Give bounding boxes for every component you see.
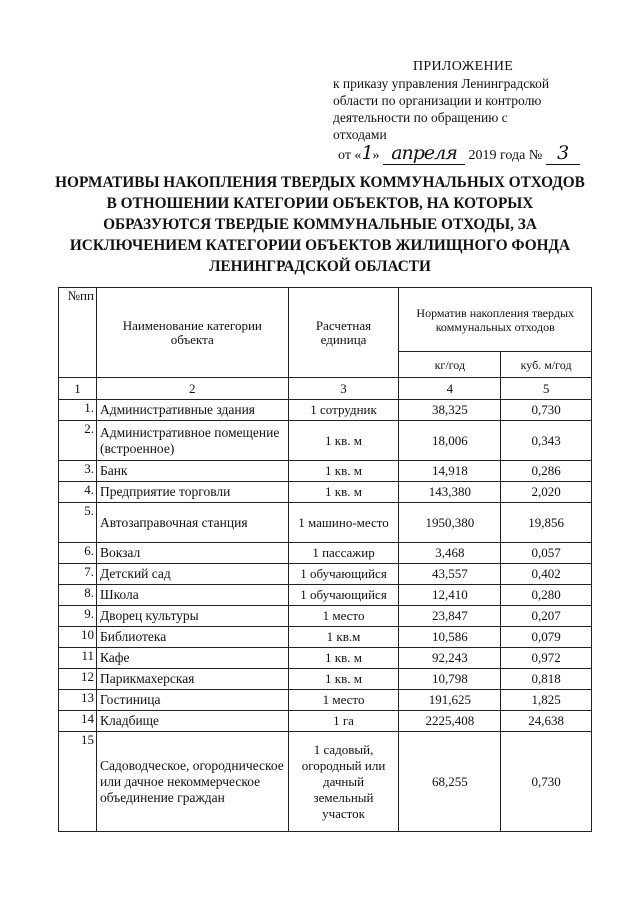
row-norm-kg: 191,625 [399, 690, 501, 711]
row-norm-kg: 10,586 [399, 627, 501, 648]
row-norm-m3: 0,079 [501, 627, 592, 648]
order-year: 2019 года № [468, 148, 543, 163]
title-line: ОБРАЗУЮТСЯ ТВЕРДЫЕ КОММУНАЛЬНЫЕ ОТХОДЫ, ЗА [103, 216, 537, 233]
row-category-name: Школа [96, 585, 288, 606]
row-number: 15 [59, 732, 97, 832]
table-row [59, 400, 592, 421]
table-row [59, 482, 592, 503]
table-row [59, 564, 592, 585]
row-category-name: Детский сад [96, 564, 288, 585]
header-norm: Норматив накопления твердых коммунальных отходов [399, 288, 592, 352]
norms-table [58, 287, 592, 832]
row-norm-kg: 68,255 [399, 732, 501, 832]
row-category-name: Кладбище [96, 711, 288, 732]
row-number: 5. [59, 503, 97, 543]
row-number: 2. [59, 421, 97, 461]
row-category-name: Садоводческое, огородническое или дачное некоммерческое объединение граждан [96, 732, 288, 832]
column-index: 1 [59, 378, 97, 400]
table-row [59, 648, 592, 669]
table-row [59, 585, 592, 606]
header-kg: кг/год [399, 352, 501, 378]
title-line: ЛЕНИНГРАДСКОЙ ОБЛАСТИ [209, 258, 431, 275]
document-title [8, 172, 632, 277]
row-norm-m3: 2,020 [501, 482, 592, 503]
table-row [59, 503, 592, 543]
row-norm-kg: 12,410 [399, 585, 501, 606]
column-index: 4 [399, 378, 501, 400]
row-category-name: Парикмахерская [96, 669, 288, 690]
row-category-name: Автозаправочная станция [96, 503, 288, 543]
row-category-name: Гостиница [96, 690, 288, 711]
header-name: Наименование категории объекта [96, 288, 288, 378]
row-norm-m3: 0,972 [501, 648, 592, 669]
annex-line: к приказу управления Ленинградской [333, 76, 550, 91]
table-row [59, 669, 592, 690]
row-category-name: Административное помещение (встроенное) [96, 421, 288, 461]
order-prefix: от « [338, 148, 362, 163]
title-line: В ОТНОШЕНИИ КАТЕГОРИИ ОБЪЕКТОВ, НА КОТОРЫХ [106, 195, 534, 212]
row-category-name: Кафе [96, 648, 288, 669]
row-unit: 1 кв. м [288, 461, 399, 482]
order-mid: » [372, 148, 380, 163]
order-number-handwritten: 3 [546, 142, 580, 165]
row-unit: 1 кв.м [288, 627, 399, 648]
annex-heading: ПРИЛОЖЕНИЕ [413, 59, 514, 74]
row-unit: 1 пассажир [288, 543, 399, 564]
row-norm-m3: 0,730 [501, 400, 592, 421]
row-norm-kg: 10,798 [399, 669, 501, 690]
table-row [59, 606, 592, 627]
row-norm-m3: 0,730 [501, 732, 592, 832]
row-number: 3. [59, 461, 97, 482]
row-number: 7. [59, 564, 97, 585]
row-unit: 1 кв. м [288, 669, 399, 690]
row-category-name: Предприятие торговли [96, 482, 288, 503]
row-category-name: Библиотека [96, 627, 288, 648]
row-unit: 1 обучающийся [288, 585, 399, 606]
row-unit: 1 садовый, огородный или дачный земельный участок [288, 732, 399, 832]
row-norm-m3: 0,207 [501, 606, 592, 627]
row-category-name: Вокзал [96, 543, 288, 564]
row-norm-m3: 0,402 [501, 564, 592, 585]
header-unit: Расчетная единица [288, 288, 399, 378]
order-month-handwritten: апреля [383, 142, 465, 165]
header-m3: куб. м/год [501, 352, 592, 378]
row-unit: 1 машино-место [288, 503, 399, 543]
row-norm-m3: 0,280 [501, 585, 592, 606]
title-line: НОРМАТИВЫ НАКОПЛЕНИЯ ТВЕРДЫХ КОММУНАЛЬНЫХ ОТХОДОВ [55, 174, 585, 191]
row-number: 6. [59, 543, 97, 564]
row-norm-kg: 18,006 [399, 421, 501, 461]
order-day-handwritten: 1 [361, 142, 373, 164]
annex-line: отходами [333, 127, 387, 142]
row-number: 12 [59, 669, 97, 690]
order-date-line [338, 142, 580, 165]
column-index: 3 [288, 378, 399, 400]
row-norm-m3: 19,856 [501, 503, 592, 543]
row-norm-m3: 1,825 [501, 690, 592, 711]
row-norm-kg: 1950,380 [399, 503, 501, 543]
row-number: 13 [59, 690, 97, 711]
row-norm-m3: 0,057 [501, 543, 592, 564]
row-category-name: Дворец культуры [96, 606, 288, 627]
row-unit: 1 место [288, 606, 399, 627]
row-norm-kg: 14,918 [399, 461, 501, 482]
table-row [59, 627, 592, 648]
header-num: №пп [59, 288, 97, 378]
row-norm-m3: 0,286 [501, 461, 592, 482]
table-row [59, 690, 592, 711]
row-norm-kg: 3,468 [399, 543, 501, 564]
row-norm-kg: 92,243 [399, 648, 501, 669]
row-norm-m3: 0,343 [501, 421, 592, 461]
row-norm-kg: 38,325 [399, 400, 501, 421]
row-number: 4. [59, 482, 97, 503]
table-row [59, 711, 592, 732]
row-number: 11 [59, 648, 97, 669]
annex-line: области по организации и контролю [333, 93, 542, 108]
row-number: 1. [59, 400, 97, 421]
column-index: 2 [96, 378, 288, 400]
row-unit: 1 сотрудник [288, 400, 399, 421]
table-row [59, 421, 592, 461]
table-row [59, 461, 592, 482]
table-row [59, 543, 592, 564]
row-norm-kg: 143,380 [399, 482, 501, 503]
row-number: 14 [59, 711, 97, 732]
column-index: 5 [501, 378, 592, 400]
row-norm-kg: 43,557 [399, 564, 501, 585]
row-number: 8. [59, 585, 97, 606]
title-line: ИСКЛЮЧЕНИЕМ КАТЕГОРИИ ОБЪЕКТОВ ЖИЛИЩНОГО ФОНДА [69, 237, 571, 254]
annex-line: деятельности по обращению с [333, 110, 508, 125]
annex-block [333, 58, 613, 143]
row-unit: 1 кв. м [288, 421, 399, 461]
row-unit: 1 обучающийся [288, 564, 399, 585]
row-unit: 1 кв. м [288, 482, 399, 503]
row-norm-m3: 24,638 [501, 711, 592, 732]
row-number: 9. [59, 606, 97, 627]
row-unit: 1 кв. м [288, 648, 399, 669]
row-unit: 1 место [288, 690, 399, 711]
table-row [59, 732, 592, 832]
row-norm-kg: 2225,408 [399, 711, 501, 732]
row-category-name: Административные здания [96, 400, 288, 421]
row-norm-kg: 23,847 [399, 606, 501, 627]
row-norm-m3: 0,818 [501, 669, 592, 690]
row-category-name: Банк [96, 461, 288, 482]
row-unit: 1 га [288, 711, 399, 732]
row-number: 10 [59, 627, 97, 648]
